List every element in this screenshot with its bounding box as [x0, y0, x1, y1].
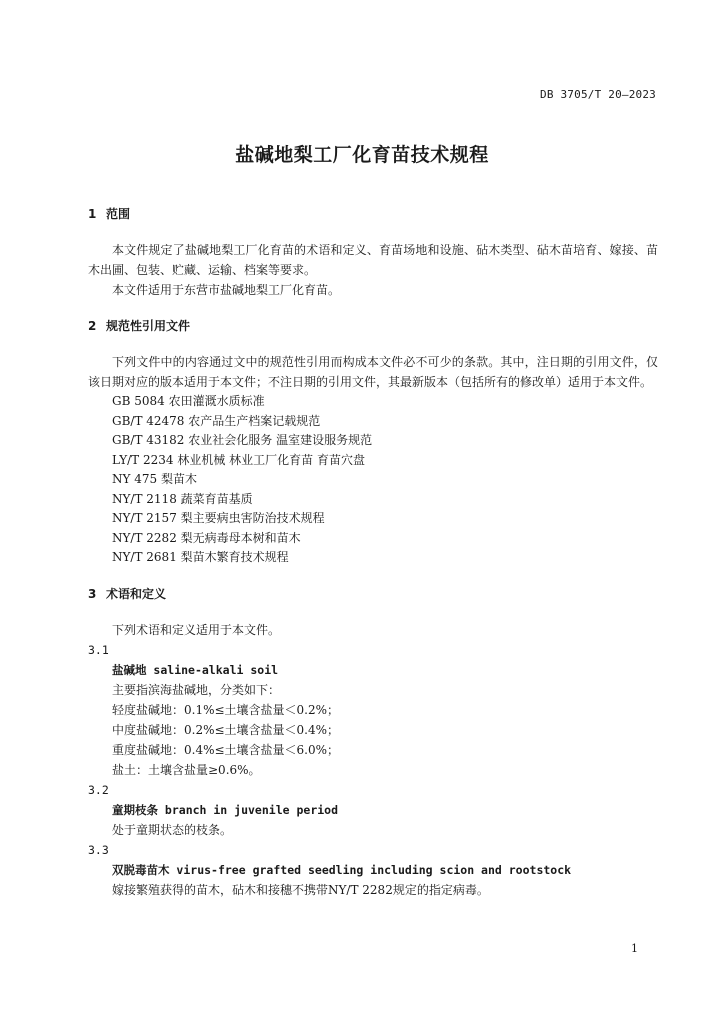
section-heading-terms: [88, 584, 658, 604]
reference-item: NY/T 2681 梨苗木繁育技术规程: [112, 550, 289, 564]
reference-list: [88, 392, 658, 568]
reference-item: NY/T 2118 蔬菜育苗基质: [112, 491, 253, 506]
term-heading: 童期枝条 branch in juvenile period: [112, 802, 339, 817]
reference-item: NY/T 2157 梨主要病虫害防治技术规程: [112, 511, 325, 525]
section-title: 规范性引用文件: [106, 319, 191, 333]
term-definition: 轻度盐碱地：0.1%≤土壤含盐量＜0.2%；: [112, 702, 340, 717]
reference-item: NY/T 2282 梨无病毒母本树和苗木: [112, 530, 301, 545]
term-number: 3.2: [88, 782, 109, 797]
document-body: [88, 204, 658, 900]
term-number: 3.3: [88, 842, 109, 857]
term-heading: 双脱毒苗木 virus-free grafted seedling including scion and rootstock: [112, 862, 572, 877]
reference-item: NY 475 梨苗木: [112, 472, 197, 486]
section-number: 3: [88, 586, 97, 601]
reference-item: GB/T 43182 农业社会化服务 温室建设服务规范: [112, 433, 373, 447]
document-title: 盐碱地梨工厂化育苗技术规程: [235, 144, 489, 166]
section-number: 2: [88, 319, 97, 333]
reference-item: GB 5084 农田灌溉水质标准: [112, 394, 265, 408]
term-number: 3.1: [88, 642, 109, 657]
section-title: 范围: [106, 207, 131, 221]
scope-applicability: 本文件适用于东营市盐碱地梨工厂化育苗。: [112, 283, 341, 297]
reference-item: GB/T 42478 农产品生产档案记载规范: [112, 413, 321, 428]
terms-intro: 下列术语和定义适用于本文件。: [112, 622, 281, 637]
section-number: 1: [88, 207, 97, 221]
term-heading: 盐碱地 saline-alkali soil: [112, 662, 279, 677]
standard-code: DB 3705/T 20—2023: [540, 88, 656, 101]
scope-paragraph: 本文件规定了盐碱地梨工厂化育苗的术语和定义、育苗场地和设施、砧木类型、砧木苗培育、嫁接、苗木出圃、包装、贮藏、运输、档案等要求。: [88, 243, 658, 277]
section-title: 术语和定义: [106, 586, 167, 601]
term-definition: 中度盐碱地：0.2%≤土壤含盐量＜0.4%；: [112, 722, 340, 737]
term-definition: 盐土：土壤含盐量≥0.6%。: [112, 762, 261, 777]
term-definition: 重度盐碱地：0.4%≤土壤含盐量＜6.0%；: [112, 742, 340, 757]
section-heading-normative-references: [88, 316, 658, 336]
references-intro: 下列文件中的内容通过文中的规范性引用而构成本文件必不可少的条款。其中，注日期的引用文件，仅该日期对应的版本适用于本文件；不注日期的引用文件，其最新版本（包括所有的修改单）适用于本文件。: [88, 355, 658, 389]
term-definition: 处于童期状态的枝条。: [112, 822, 233, 837]
reference-item: LY/T 2234 林业机械 林业工厂化育苗 育苗穴盘: [112, 452, 365, 467]
term-definition: 嫁接繁殖获得的苗木，砧木和接穗不携带NY/T 2282规定的指定病毒。: [112, 882, 489, 897]
page-number: 1: [631, 942, 638, 955]
term-definition: 主要指滨海盐碱地，分类如下：: [112, 682, 281, 697]
section-heading-scope: [88, 204, 658, 224]
